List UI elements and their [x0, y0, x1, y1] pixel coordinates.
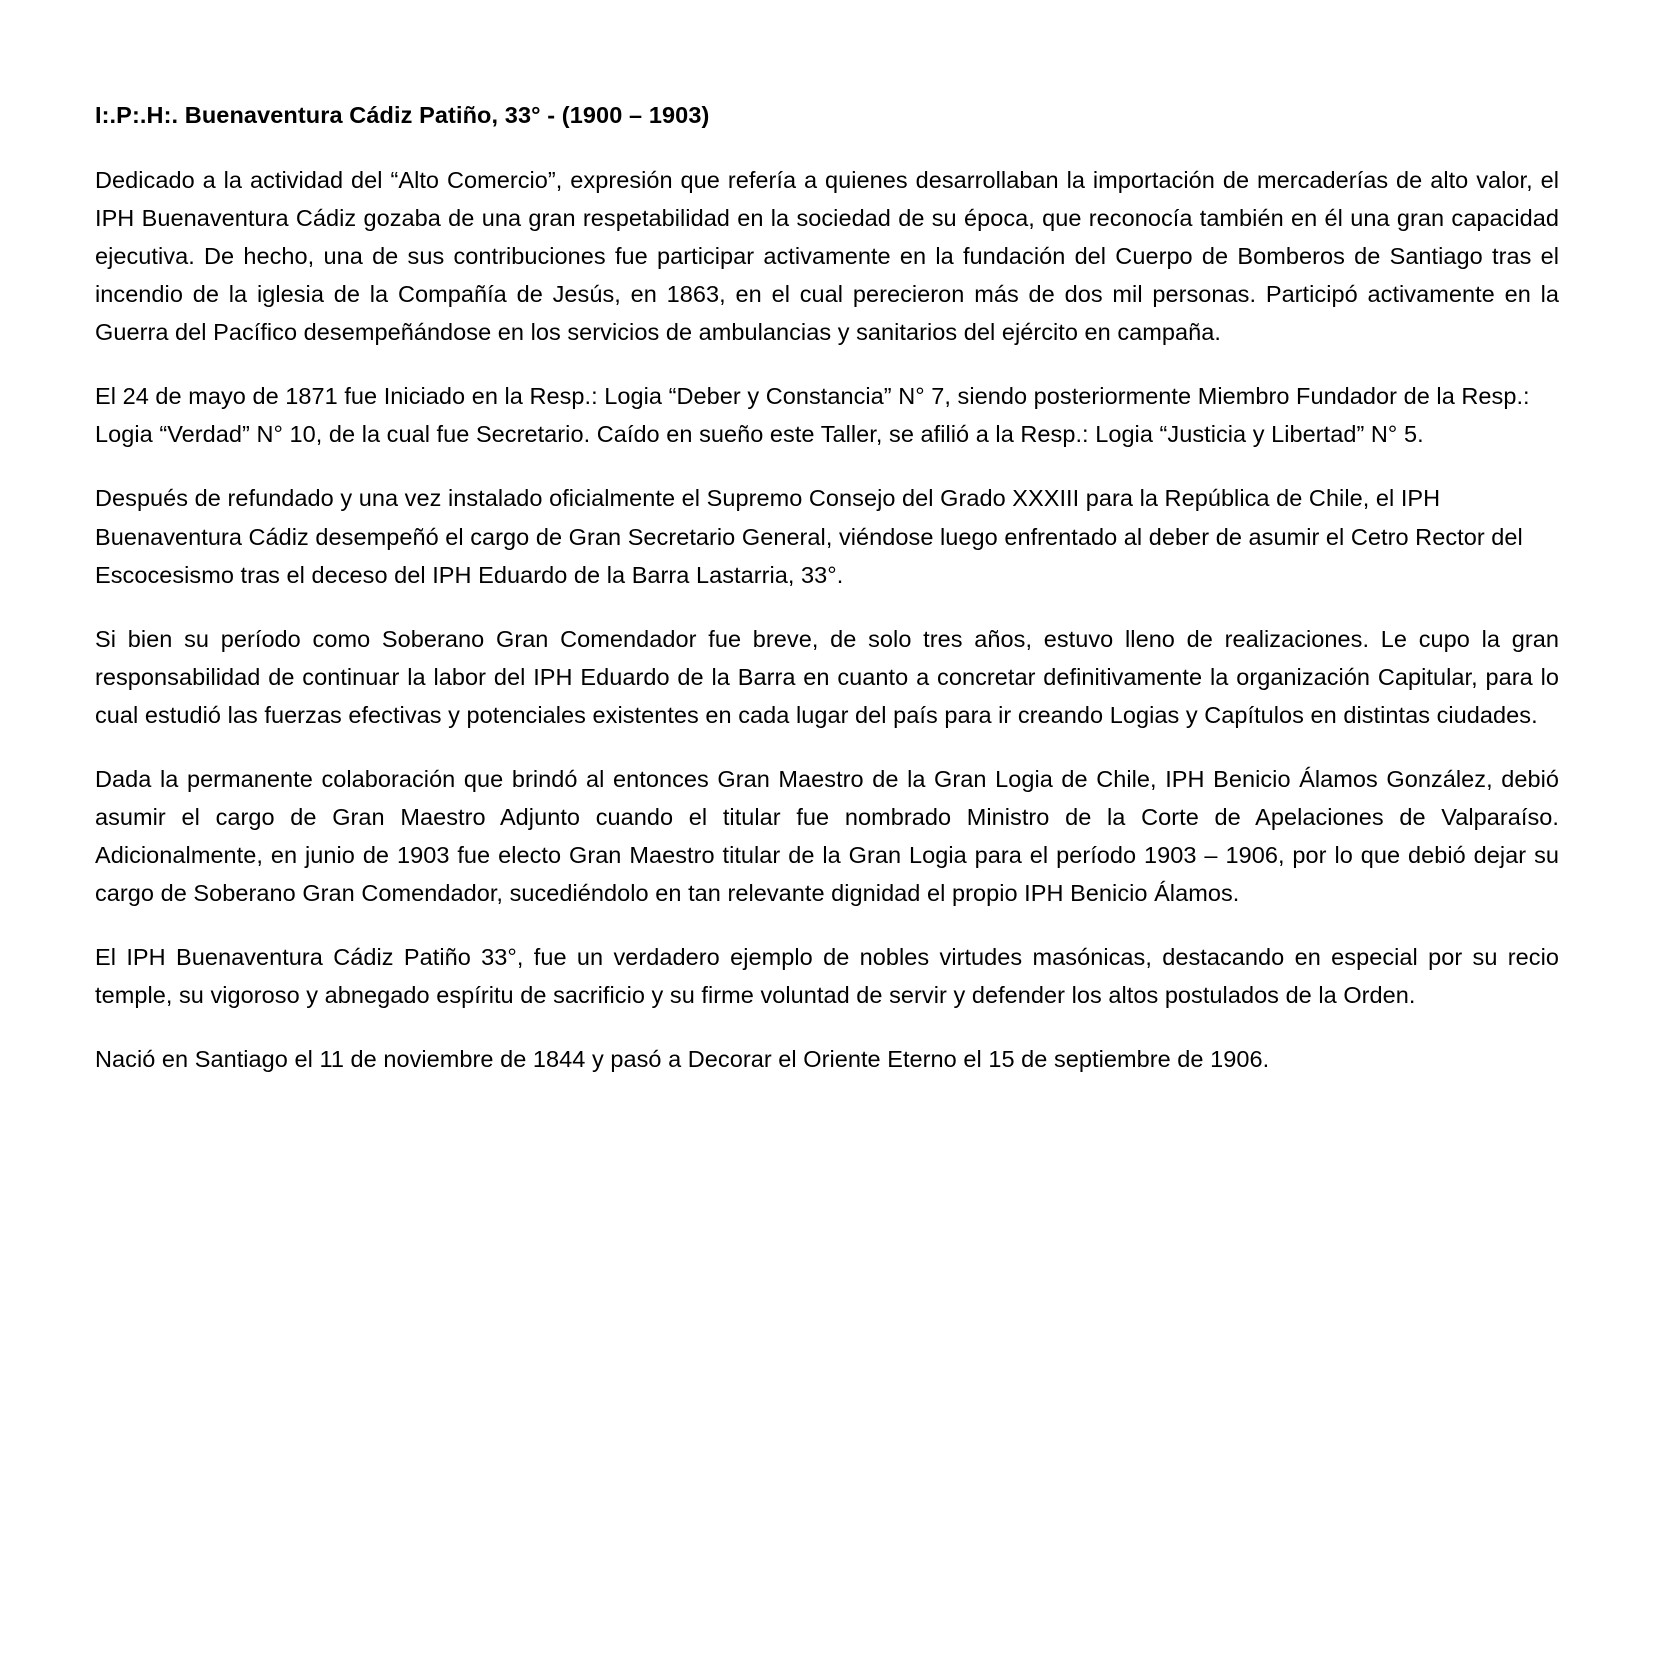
- body-paragraph: Si bien su período como Soberano Gran Comendador fue breve, de solo tres años, estuvo lleno de realizaciones. Le cupo la gran responsabilidad de continuar la labor del IPH Eduardo de la Barra en cuanto a concretar definitivamente la organización Capitular, para lo cual estudió las fuerzas efectivas y potenciales existentes en cada lugar del país para ir creando Logias y Capítulos en distintas ciudades.: [95, 625, 1559, 728]
- body-paragraph: Dada la permanente colaboración que brindó al entonces Gran Maestro de la Gran Logia de Chile, IPH Benicio Álamos González, debió asumir el cargo de Gran Maestro Adjunto cuando el titular fue nombrado Ministro de la Corte de Apelaciones de Valparaíso. Adicionalmente, en junio de 1903 fue electo Gran Maestro titular de la Gran Logia para el período 1903 – 1906, por lo que debió dejar su cargo de Soberano Gran Comendador, sucediéndolo en tan relevante dignidad el propio IPH Benicio Álamos.: [95, 765, 1559, 907]
- body-paragraph: El IPH Buenaventura Cádiz Patiño 33°, fue un verdadero ejemplo de nobles virtudes masónicas, destacando en especial por su recio temple, su vigoroso y abnegado espíritu de sacrificio y su firme voluntad de servir y defender los altos postulados de la Orden.: [95, 944, 1559, 1009]
- page-title: I:.P:.H:. Buenaventura Cádiz Patiño, 33° - (1900 – 1903): [95, 102, 710, 128]
- body-paragraph: Después de refundado y una vez instalado oficialmente el Supremo Consejo del Grado XXXIII para la República de Chile, el IPH Buenaventura Cádiz desempeñó el cargo de Gran Secretario General, viéndose luego enfrentado al deber de asumir el Cetro Rector del Escocesismo tras el deceso del IPH Eduardo de la Barra Lastarria, 33°.: [95, 485, 1523, 588]
- body-paragraph: Dedicado a la actividad del “Alto Comercio”, expresión que refería a quienes desarrollaban la importación de mercaderías de alto valor, el IPH Buenaventura Cádiz gozaba de una gran respetabilidad en la sociedad de su época, que reconocía también en él una gran capacidad ejecutiva. De hecho, una de sus contribuciones fue participar activamente en la fundación del Cuerpo de Bomberos de Santiago tras el incendio de la iglesia de la Compañía de Jesús, en 1863, en el cual perecieron más de dos mil personas. Participó activamente en la Guerra del Pacífico desempeñándose en los servicios de ambulancias y sanitarios del ejército en campaña.: [95, 167, 1559, 346]
- body-paragraph: El 24 de mayo de 1871 fue Iniciado en la Resp.: Logia “Deber y Constancia” N° 7, siendo posteriormente Miembro Fundador de la Resp.: Logia “Verdad” N° 10, de la cual fue Secretario. Caído en sueño este Taller, se afilió a la Resp.: Logia “Justicia y Libertad” N° 5.: [95, 383, 1530, 448]
- body-paragraph: Nació en Santiago el 11 de noviembre de 1844 y pasó a Decorar el Oriente Eterno el 15 de septiembre de 1906.: [95, 1046, 1270, 1073]
